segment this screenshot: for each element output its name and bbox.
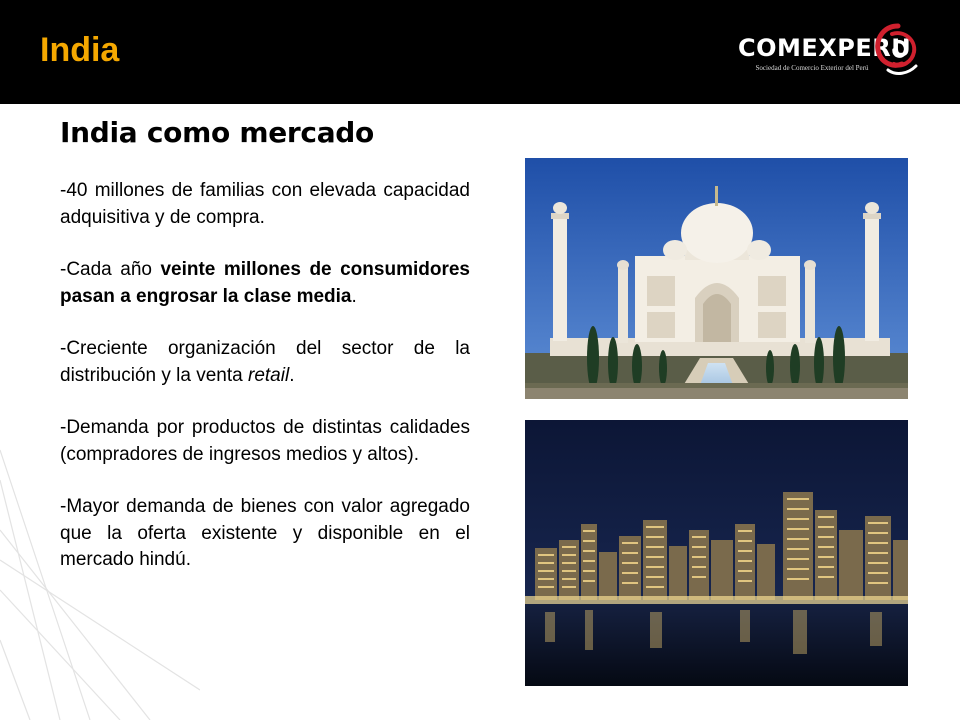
bullet-item: -Creciente organización del sector de la distribución y la venta retail. — [60, 338, 470, 386]
bullet-list — [60, 178, 470, 600]
slide-title: India — [40, 31, 120, 69]
bullet-item: -Demanda por productos de distintas calidades (compradores de ingresos medios y altos). — [60, 417, 470, 465]
bullet-item: -Mayor demanda de bienes con valor agregado que la oferta existente y disponible en el mercado hindú. — [60, 496, 470, 570]
logo-wordmark: COMEXPERU — [738, 34, 912, 62]
logo-swirl-icon — [868, 20, 928, 80]
bullet-italic: retail — [248, 364, 290, 386]
bullet-item: -Cada año veinte millones de consumidores pasan a engrosar la clase media. — [60, 259, 470, 307]
taj-mahal-photo — [525, 158, 908, 399]
bullet-item: -40 millones de familias con elevada capacidad adquisitiva y de compra. — [60, 180, 470, 228]
logo-tagline: Sociedad de Comercio Exterior del Perú — [755, 64, 869, 72]
section-heading: India como mercado — [60, 116, 374, 149]
bullet-emphasis: veinte millones de consumidores pasan a engrosar la clase media — [60, 259, 470, 307]
header-bar — [0, 0, 960, 104]
city-skyline-photo — [525, 420, 908, 686]
comexperu-logo — [716, 20, 928, 80]
